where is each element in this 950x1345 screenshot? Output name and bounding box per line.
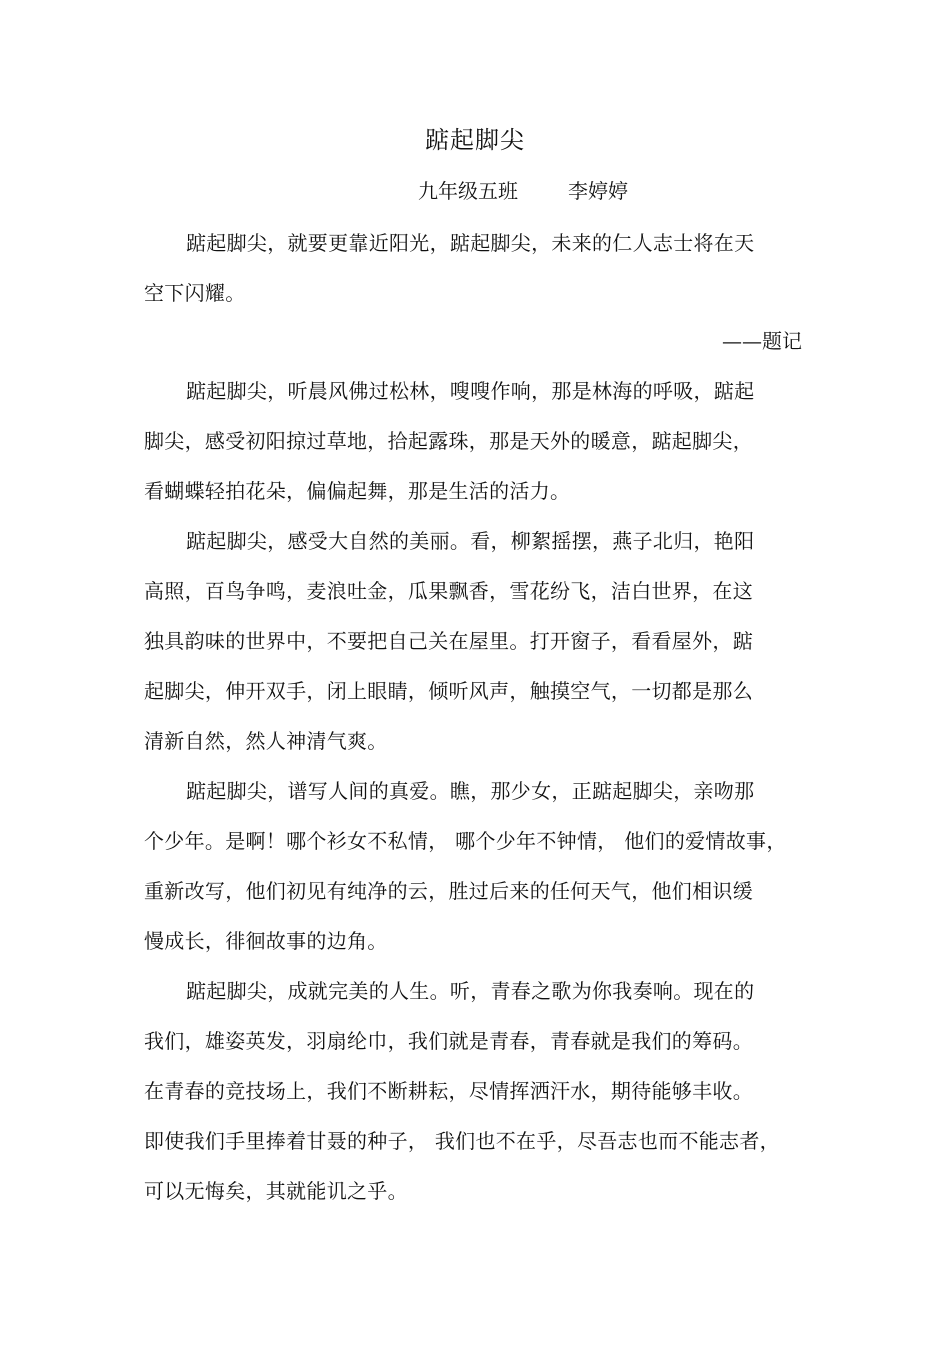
essay-title: 踮起脚尖 <box>425 126 525 154</box>
epigraph-attribution: ——题记 <box>722 329 802 353</box>
paragraph-line: 起脚尖，伸开双手，闭上眼睛，倾听风声，触摸空气，一切都是那么 <box>144 679 753 703</box>
paragraph-line: 个少年。是啊！哪个衫女不私情， 哪个少年不钟情， 他们的爱情故事， <box>144 829 787 853</box>
epigraph-line: 踮起脚尖，就要更靠近阳光，踮起脚尖，未来的仁人志士将在天 <box>186 231 755 255</box>
paragraph-line: 踮起脚尖，成就完美的人生。听，青春之歌为你我奏响。现在的 <box>186 979 755 1003</box>
class-name: 九年级五班 <box>418 179 518 203</box>
paragraph-line: 脚尖，感受初阳掠过草地，拾起露珠，那是天外的暖意，踮起脚尖， <box>144 429 753 453</box>
paragraph-line: 踮起脚尖，谱写人间的真爱。瞧，那少女，正踮起脚尖，亲吻那 <box>186 779 755 803</box>
epigraph-line: 空下闪耀。 <box>144 281 246 305</box>
paragraph-line: 踮起脚尖，听晨风佛过松林，嗖嗖作响，那是林海的呼吸，踮起 <box>186 379 755 403</box>
paragraph-line: 踮起脚尖，感受大自然的美丽。看，柳絮摇摆，燕子北归，艳阳 <box>186 529 755 553</box>
author-name: 李婷婷 <box>568 179 628 203</box>
paragraph-line: 看蝴蝶轻拍花朵，偏偏起舞，那是生活的活力。 <box>144 479 571 503</box>
paragraph-line: 我们，雄姿英发，羽扇纶巾，我们就是青春，青春就是我们的筹码。 <box>144 1029 753 1053</box>
paragraph-line: 即使我们手里捧着甘聂的种子， 我们也不在乎，尽吾志也而不能志者， <box>144 1129 780 1153</box>
paragraph-line: 重新改写，他们初见有纯净的云，胜过后来的任何天气，他们相识缓 <box>144 879 753 903</box>
paragraph-line: 可以无悔矣，其就能讥之乎。 <box>144 1179 408 1203</box>
byline <box>418 176 628 206</box>
paragraph-line: 慢成长，徘徊故事的边角。 <box>144 929 388 953</box>
paragraph-line: 在青春的竞技场上，我们不断耕耘，尽情挥洒汗水，期待能够丰收。 <box>144 1079 753 1103</box>
paragraph-line: 独具韵味的世界中，不要把自己关在屋里。打开窗子，看看屋外，踮 <box>144 629 753 653</box>
paragraph-line: 高照，百鸟争鸣，麦浪吐金，瓜果飘香，雪花纷飞，洁白世界，在这 <box>144 579 753 603</box>
paragraph-line: 清新自然，然人神清气爽。 <box>144 729 388 753</box>
